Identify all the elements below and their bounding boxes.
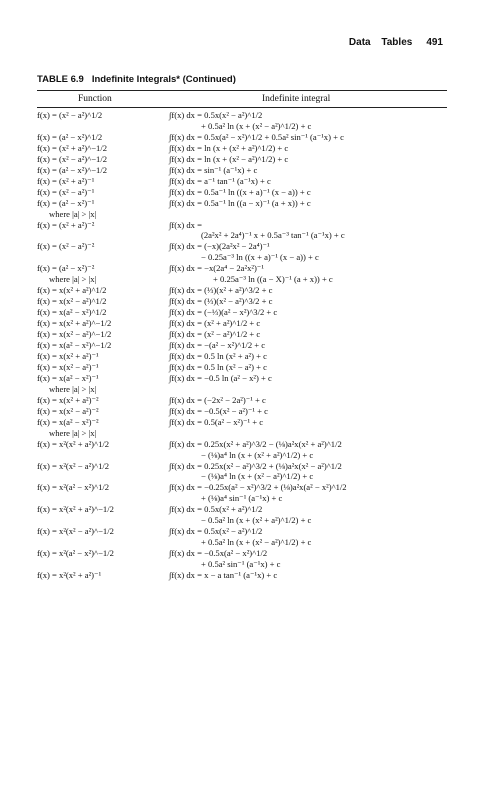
function-cell (37, 559, 169, 570)
table-row (37, 252, 457, 263)
function-cell: f(x) = x²(x² + a²)^−1/2 (37, 504, 114, 515)
integral-cell: ∫f(x) dx = (x² − a²)^1/2 + c (169, 329, 261, 340)
table-row (37, 537, 457, 548)
column-header-function: Function (78, 94, 112, 104)
table-row (37, 132, 457, 143)
integral-cell: ∫f(x) dx = 0.5x(x² − a²)^1/2 (169, 526, 263, 537)
integral-cell: ∫f(x) dx = (−⅓)(a² − x²)^3/2 + c (169, 307, 278, 318)
table-row (37, 384, 457, 395)
condition-note: where |a| > |x| (49, 274, 97, 285)
function-cell: f(x) = x²(x² + a²)⁻¹ (37, 570, 102, 581)
table-header-rule (37, 107, 447, 108)
running-header (349, 37, 443, 48)
function-cell: f(x) = x²(x² − a²)^−1/2 (37, 526, 114, 537)
function-cell (37, 537, 169, 548)
table-row (37, 176, 457, 187)
page-number: 491 (426, 37, 443, 48)
table-row (37, 362, 457, 373)
function-cell: f(x) = x²(x² + a²)^1/2 (37, 438, 110, 449)
integral-cell: + 0.5a² sin⁻¹ (a⁻¹x) + c (201, 559, 281, 570)
condition-note: where |a| > |x| (49, 383, 97, 394)
function-cell: f(x) = (x² + a²)⁻¹ (37, 175, 95, 186)
integral-cell: ∫f(x) dx = 0.5a⁻¹ ln ((a − x)⁻¹ (a + x)) + c (169, 197, 311, 208)
table-row (37, 515, 457, 526)
integral-cell: ∫f(x) dx = (x² + a²)^1/2 + c (169, 318, 261, 329)
function-cell: f(x) = (a² − x²)⁻² (37, 263, 95, 274)
function-cell: f(x) = x(x² − a²)⁻¹ (37, 361, 99, 372)
function-cell: f(x) = x(x² + a²)⁻² (37, 394, 99, 405)
integral-cell: − (⅛)a⁴ ln (x + (x² + a²)^1/2) + c (201, 449, 314, 460)
integral-cell: − 0.25a⁻³ ln ((x + a)⁻¹ (x − a)) + c (201, 252, 319, 263)
integral-cell: ∫f(x) dx = x − a tan⁻¹ (a⁻¹x) + c (169, 570, 278, 581)
integral-cell: ∫f(x) dx = 0.5 ln (x² + a²) + c (169, 350, 267, 361)
table-row (37, 482, 457, 493)
table-row (37, 318, 457, 329)
integral-cell (181, 384, 457, 395)
table-row (37, 154, 457, 165)
function-cell: f(x) = (x² − a²)^−1/2 (37, 153, 108, 164)
integral-cell: ∫f(x) dx = −0.5x(a² − x²)^1/2 (169, 548, 268, 559)
table-row (37, 461, 457, 472)
table-row (37, 570, 457, 581)
table-row (37, 220, 457, 231)
table-row (37, 274, 457, 285)
function-cell (37, 230, 169, 241)
function-cell (37, 252, 169, 263)
table-row (37, 351, 457, 362)
table-row (37, 417, 457, 428)
function-cell: f(x) = x(a² − x²)⁻¹ (37, 372, 99, 383)
integral-cell: ∫f(x) dx = 0.25x(x² + a²)^3/2 − (⅛)a²x(x² + a²)^1/2 (169, 438, 342, 449)
integral-table-body (37, 110, 457, 581)
function-cell: f(x) = x(x² − a²)^1/2 (37, 296, 107, 307)
table-row (37, 406, 457, 417)
table-row (37, 307, 457, 318)
table-row (37, 110, 457, 121)
table-caption (37, 74, 236, 85)
function-cell: f(x) = x(x² + a²)^1/2 (37, 285, 107, 296)
integral-cell: ∫f(x) dx = −0.5(x² − a²)⁻¹ + c (169, 405, 268, 416)
integral-cell: ∫f(x) dx = (⅓)(x² + a²)^3/2 + c (169, 285, 273, 296)
table-row (37, 373, 457, 384)
integral-cell: ∫f(x) dx = 0.5 ln (x² − a²) + c (169, 361, 267, 372)
function-cell (37, 450, 169, 461)
integral-cell: ∫f(x) dx = (−2x² − 2a²)⁻¹ + c (169, 394, 266, 405)
table-row (37, 395, 457, 406)
function-cell: f(x) = (a² − x²)⁻¹ (37, 197, 95, 208)
function-cell: f(x) = (x² − a²)⁻¹ (37, 186, 95, 197)
table-row (37, 230, 457, 241)
integral-cell: − 0.5a² ln (x + (x² + a²)^1/2) + c (201, 515, 312, 526)
integral-cell: ∫f(x) dx = 0.5x(x² + a²)^1/2 (169, 504, 263, 515)
function-cell: f(x) = x(x² − a²)⁻² (37, 405, 99, 416)
integral-cell: + 0.5a² ln (x + (x² − a²)^1/2) + c (201, 120, 312, 131)
function-cell (37, 515, 169, 526)
integral-cell: + 0.25a⁻³ ln ((a − X)⁻¹ (a + x)) + c (213, 274, 333, 285)
condition-note: where |a| > |x| (49, 427, 97, 438)
integral-cell (181, 428, 457, 439)
table-number: TABLE 6.9 (37, 74, 84, 85)
function-cell: f(x) = x(a² − x²)^1/2 (37, 307, 107, 318)
function-cell: f(x) = (a² − x²)^−1/2 (37, 164, 108, 175)
table-row (37, 241, 457, 252)
column-header-integral: Indefinite integral (262, 94, 331, 104)
integral-cell: ∫f(x) dx = −x(2a⁴ − 2a²x²)⁻¹ (169, 263, 264, 274)
function-cell: f(x) = (x² + a²)^−1/2 (37, 142, 108, 153)
function-cell: f(x) = x(x² + a²)⁻¹ (37, 350, 99, 361)
table-row (37, 329, 457, 340)
function-cell: f(x) = (a² − x²)^1/2 (37, 131, 103, 142)
function-cell: f(x) = x(x² + a²)^−1/2 (37, 318, 112, 329)
table-row (37, 526, 457, 537)
table-row (37, 471, 457, 482)
table-row (37, 187, 457, 198)
table-row (37, 439, 457, 450)
table-row (37, 121, 457, 132)
integral-cell: ∫f(x) dx = (⅓)(x² − a²)^3/2 + c (169, 296, 273, 307)
function-cell: f(x) = x(x² − a²)^−1/2 (37, 329, 112, 340)
integral-cell: ∫f(x) dx = −0.5 ln (a² − x²) + c (169, 372, 272, 383)
table-title: Indefinite Integrals* (Continued) (91, 74, 236, 85)
integral-cell: ∫f(x) dx = sin⁻¹ (a⁻¹x) + c (169, 164, 258, 175)
function-cell (37, 121, 169, 132)
integral-cell: ∫f(x) dx = 0.5a⁻¹ ln ((x + a)⁻¹ (x − a)) + c (169, 186, 311, 197)
condition-note: where |a| > |x| (49, 208, 97, 219)
table-row (37, 209, 457, 220)
function-cell: f(x) = x(a² − x²)^−1/2 (37, 340, 112, 351)
integral-cell: (2a²x² + 2a⁴)⁻¹ x + 0.5a⁻³ tan⁻¹ (a⁻¹x) + c (201, 230, 345, 241)
table-top-rule (37, 90, 447, 91)
integral-cell: ∫f(x) dx = 0.5x(a² − x²)^1/2 + 0.5a² sin⁻¹ (a⁻¹x) + c (169, 131, 344, 142)
table-row (37, 198, 457, 209)
function-cell: f(x) = (x² − a²)^1/2 (37, 110, 103, 120)
table-row (37, 559, 457, 570)
table-row (37, 165, 457, 176)
section-title: Data Tables (348, 37, 413, 48)
table-row (37, 263, 457, 274)
integral-cell (181, 209, 457, 220)
function-cell: f(x) = x²(a² − x²)^−1/2 (37, 548, 114, 559)
table-row (37, 428, 457, 439)
integral-cell: + (⅛)a⁴ sin⁻¹ (a⁻¹x) + c (201, 493, 283, 504)
integral-cell: + 0.5a² ln (x + (x² − a²)^1/2) + c (201, 537, 312, 548)
integral-cell: ∫f(x) dx = 0.25x(x² − a²)^3/2 + (⅛)a²x(x² − a²)^1/2 (169, 460, 342, 471)
table-row (37, 450, 457, 461)
integral-cell: ∫f(x) dx = ln (x + (x² − a²)^1/2) + c (169, 153, 289, 164)
integral-cell: ∫f(x) dx = 0.5(a² − x²)⁻¹ + c (169, 416, 264, 427)
table-row (37, 504, 457, 515)
integral-cell: − (⅛)a⁴ ln (x + (x² − a²)^1/2) + c (201, 471, 314, 482)
integral-cell: ∫f(x) dx = a⁻¹ tan⁻¹ (a⁻¹x) + c (169, 175, 271, 186)
table-row (37, 493, 457, 504)
function-cell: f(x) = x(a² − x²)⁻² (37, 416, 99, 427)
table-row (37, 548, 457, 559)
function-cell (37, 471, 169, 482)
integral-cell: ∫f(x) dx = −0.25x(a² − x²)^3/2 + (⅛)a²x(a² − x²)^1/2 (169, 482, 347, 493)
function-cell: f(x) = (x² + a²)⁻² (37, 219, 95, 230)
table-row (37, 340, 457, 351)
integral-cell: ∫f(x) dx = (−x)(2a²x² − 2a⁴)⁻¹ (169, 241, 270, 252)
table-row (37, 296, 457, 307)
table-row (37, 285, 457, 296)
function-cell: f(x) = x²(x² − a²)^1/2 (37, 460, 110, 471)
integral-cell: ∫f(x) dx = 0.5x(x² − a²)^1/2 (169, 110, 263, 120)
table-row (37, 143, 457, 154)
integral-cell: ∫f(x) dx = (169, 219, 202, 230)
function-cell (37, 493, 169, 504)
function-cell: f(x) = (x² − a²)⁻² (37, 241, 95, 252)
integral-cell: ∫f(x) dx = −(a² − x²)^1/2 + c (169, 340, 266, 351)
integral-cell: ∫f(x) dx = ln (x + (x² + a²)^1/2) + c (169, 142, 289, 153)
function-cell: f(x) = x²(a² − x²)^1/2 (37, 482, 110, 493)
